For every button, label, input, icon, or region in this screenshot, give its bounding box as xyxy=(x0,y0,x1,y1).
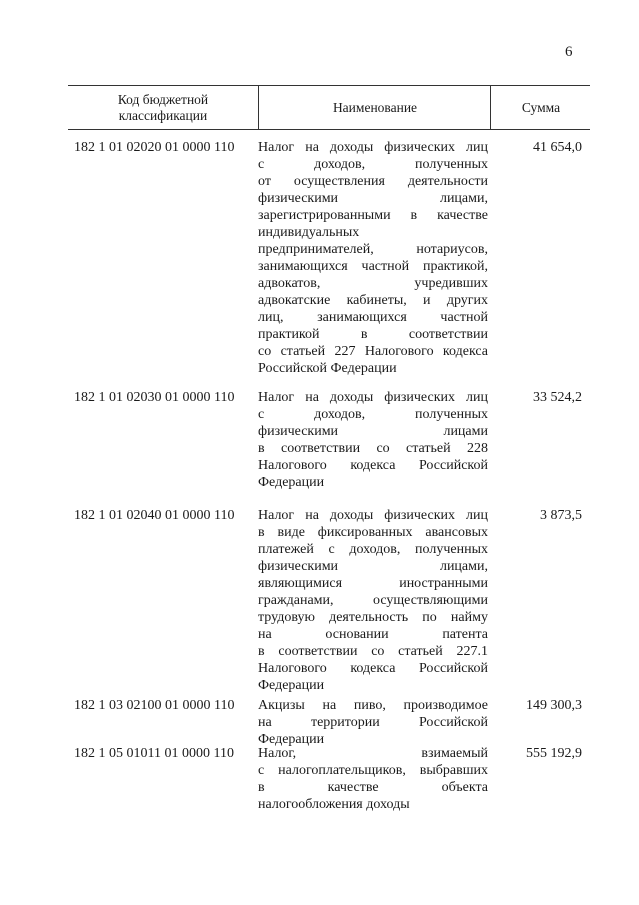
item-name-line: лиц, занимающихся частной xyxy=(258,310,488,325)
item-name-line: на основании патента xyxy=(258,627,488,642)
item-name-line: Налогового кодекса Российской xyxy=(258,661,488,676)
header-code-line2: классификации xyxy=(118,107,208,123)
table-header xyxy=(68,85,590,130)
item-name-line: занимающихся частной практикой, xyxy=(258,259,488,274)
item-name-line: на территории Российской xyxy=(258,715,488,730)
header-name-column: Наименование xyxy=(258,86,491,129)
header-code-line1: Код бюджетной xyxy=(117,91,209,107)
item-name-line: адвокатские кабинеты, и других xyxy=(258,293,488,308)
item-name-line: Федерации xyxy=(258,732,325,747)
item-name-line: физическими лицами, xyxy=(258,191,488,206)
item-name-line: в качестве объекта xyxy=(258,780,488,795)
item-sum: 149 300,3 xyxy=(526,698,582,713)
item-name-line: Налогового кодекса Российской xyxy=(258,458,488,473)
item-name-line: с налогоплательщиков, выбравших xyxy=(258,763,488,778)
header-sum-column: Сумма xyxy=(490,86,591,129)
budget-code: 182 1 01 02030 01 0000 110 xyxy=(74,390,235,405)
item-name-line: трудовую деятельность по найму xyxy=(258,610,488,625)
item-name-line: платежей с доходов, полученных xyxy=(258,542,488,557)
item-name-line: в соответствии со статьей 227.1 xyxy=(258,644,488,659)
item-name-line: предпринимателей, нотариусов, xyxy=(258,242,488,257)
item-name-line: от осуществления деятельности xyxy=(258,174,488,189)
item-name-line: Налог на доходы физических лиц xyxy=(258,390,488,405)
budget-code: 182 1 01 02020 01 0000 110 xyxy=(74,140,235,155)
item-name-line: Федерации xyxy=(258,678,325,693)
item-name-line: физическими лицами xyxy=(258,424,488,439)
budget-code: 182 1 03 02100 01 0000 110 xyxy=(74,698,235,713)
item-name-line: физическими лицами, xyxy=(258,559,488,574)
item-name xyxy=(258,139,488,377)
item-name-line: с доходов, полученных xyxy=(258,407,488,422)
item-name-line: адвокатов, учредивших xyxy=(258,276,488,291)
item-name-line: являющимися иностранными xyxy=(258,576,488,591)
header-code-column xyxy=(68,86,258,129)
item-name-line: Федерации xyxy=(258,475,325,490)
item-name-line: Российской Федерации xyxy=(258,361,397,376)
item-name-line: налогообложения доходы xyxy=(258,797,410,812)
item-name-line: в виде фиксированных авансовых xyxy=(258,525,488,540)
item-name-line: со статьей 227 Налогового кодекса xyxy=(258,344,488,359)
item-name-line: Налог, взимаемый xyxy=(258,746,488,761)
item-name-line: зарегистрированными в качестве xyxy=(258,208,488,223)
item-sum: 41 654,0 xyxy=(533,140,582,155)
item-name-line: гражданами, осуществляющими xyxy=(258,593,488,608)
item-name xyxy=(258,745,488,813)
item-name xyxy=(258,697,488,748)
item-name-line: Налог на доходы физических лиц xyxy=(258,140,488,155)
budget-code: 182 1 05 01011 01 0000 110 xyxy=(74,746,234,761)
item-sum: 3 873,5 xyxy=(540,508,582,523)
page-number: 6 xyxy=(565,44,573,60)
item-name-line: практикой в соответствии xyxy=(258,327,488,342)
item-name-line: в соответствии со статьей 228 xyxy=(258,441,488,456)
item-sum: 33 524,2 xyxy=(533,390,582,405)
item-name-line: Акцизы на пиво, производимое xyxy=(258,698,488,713)
item-name-line: индивидуальных xyxy=(258,225,360,240)
item-sum: 555 192,9 xyxy=(526,746,582,761)
item-name-line: Налог на доходы физических лиц xyxy=(258,508,488,523)
item-name xyxy=(258,389,488,491)
item-name xyxy=(258,507,488,694)
item-name-line: с доходов, полученных xyxy=(258,157,488,172)
budget-code: 182 1 01 02040 01 0000 110 xyxy=(74,508,235,523)
